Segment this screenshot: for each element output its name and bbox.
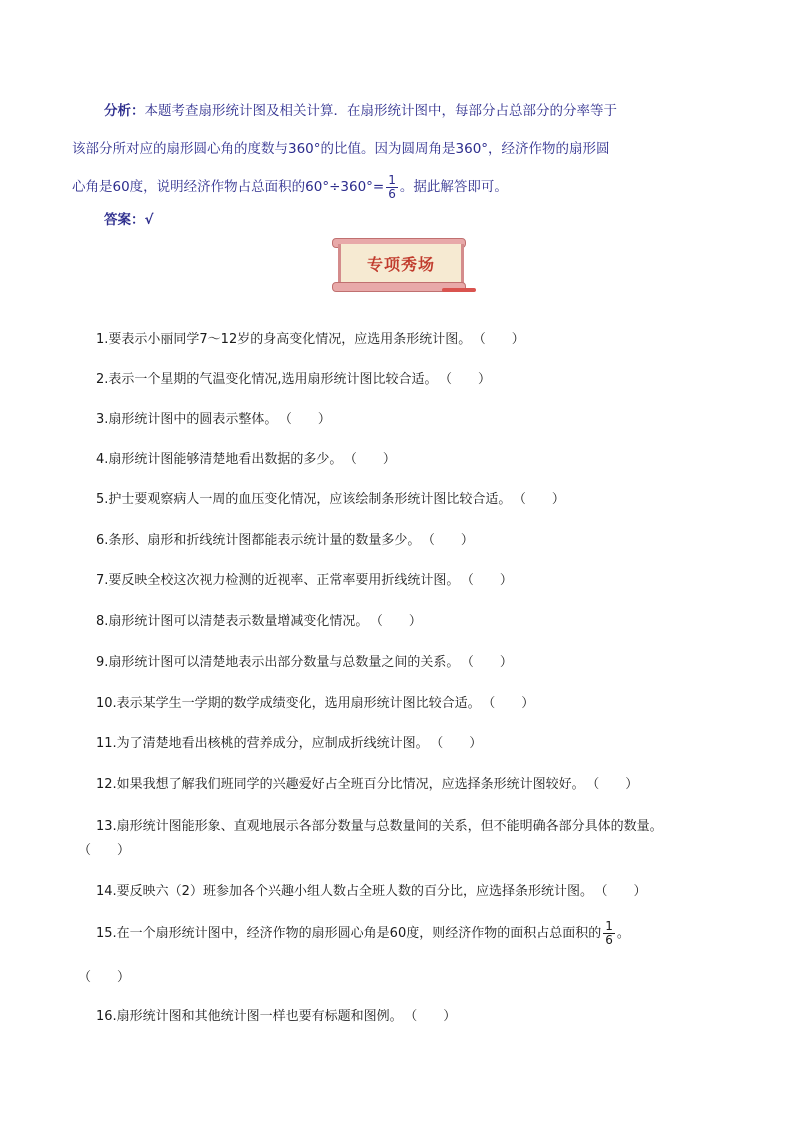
question-6: 6.条形、扇形和折线统计图都能表示统计量的数量多少。 （ ）	[96, 533, 474, 548]
answer-blank[interactable]: （ ）	[350, 452, 396, 467]
fraction-numerator: 1	[388, 172, 396, 187]
question-15-blank[interactable]: （ ）	[78, 970, 131, 985]
fraction	[603, 920, 615, 947]
question-8: 8.扇形统计图可以清楚表示数量增减变化情况。 （ ）	[96, 614, 422, 629]
answer-blank[interactable]: （ ）	[479, 332, 525, 347]
question-16: 16.扇形统计图和其他统计图一样也要有标题和图例。 （ ）	[96, 1009, 457, 1024]
question-7: 7.要反映全校这次视力检测的近视率、正常率要用折线统计图。 （ ）	[96, 573, 513, 588]
fraction-denominator: 6	[605, 933, 613, 947]
analysis-block	[72, 92, 732, 206]
question-4: 4.扇形统计图能够清楚地看出数据的多少。 （ ）	[96, 452, 396, 467]
answer-blank[interactable]: （ ）	[285, 412, 331, 427]
fraction-denominator: 6	[388, 186, 396, 201]
question-11: 11.为了清楚地看出核桃的营养成分，应制成折线统计图。 （ ）	[96, 736, 483, 751]
answer-blank[interactable]: （ ）	[410, 1009, 457, 1024]
pencil-icon	[442, 288, 476, 292]
answer-blank[interactable]: （ ）	[445, 372, 492, 387]
question-15: 15.在一个扇形统计图中，经济作物的扇形圆心角是60度，则经济作物的面积占总面积的 $\frac{1}{6}$ 。	[96, 919, 630, 947]
fraction-numerator: 1	[605, 919, 613, 933]
answer-blank[interactable]: （ ）	[436, 736, 483, 751]
question-12: 12.如果我想了解我们班同学的兴趣爱好占全班百分比情况，应选择条形统计图较好。 （ ）	[96, 777, 639, 792]
answer-blank[interactable]: （ ）	[519, 492, 565, 507]
question-2: 2.表示一个星期的气温变化情况,选用扇形统计图比较合适。 （ ）	[96, 372, 492, 387]
analysis-text-3: 心角是60度，说明经济作物占总面积的60°÷360°=	[72, 179, 385, 195]
analysis-text-3-end: 。据此解答即可。	[399, 179, 508, 195]
analysis-line-2: 该部分所对应的扇形圆心角的度数与360°的比值。因为圆周角是360°，经济作物的扇形圆	[72, 141, 610, 157]
answer-blank[interactable]: （ ）	[592, 777, 639, 792]
analysis-text-1: 本题考查扇形统计图及相关计算．在扇形统计图中，每部分占总部分的分率等于	[144, 103, 617, 119]
answer	[104, 208, 154, 228]
question-9: 9.扇形统计图可以清楚地表示出部分数量与总数量之间的关系。 （ ）	[96, 655, 513, 670]
answer-blank[interactable]: （ ）	[376, 614, 422, 629]
analysis-line-3	[72, 168, 732, 206]
analysis-label: 分析：	[104, 103, 145, 119]
question-14: 14.要反映六（2）班参加各个兴趣小组人数占全班人数的百分比，应选择条形统计图。 （ ）	[96, 884, 647, 899]
banner-title: 专项秀场	[366, 255, 435, 274]
answer-blank[interactable]: （ ）	[600, 884, 647, 899]
fraction	[386, 174, 398, 201]
answer-value: √	[144, 212, 154, 228]
answer-blank[interactable]: （ ）	[428, 533, 474, 548]
question-5: 5.护士要观察病人一周的血压变化情况，应该绘制条形统计图比较合适。 （ ）	[96, 492, 565, 507]
section-banner	[330, 238, 466, 294]
question-1: 1.要表示小丽同学7～12岁的身高变化情况，应选用条形统计图。 （ ）	[96, 332, 525, 347]
question-10: 10.表示某学生一学期的数学成绩变化，选用扇形统计图比较合适。 （ ）	[96, 696, 535, 711]
answer-blank[interactable]: （ ）	[467, 573, 513, 588]
question-3: 3.扇形统计图中的圆表示整体。 （ ）	[96, 412, 331, 427]
question-13: 13.扇形统计图能形象、直观地展示各部分数量与总数量间的关系，但不能明确各部分具体的数量。	[96, 819, 663, 834]
analysis-line-1	[72, 92, 732, 130]
question-13-blank[interactable]: （ ）	[78, 843, 131, 858]
answer-label: 答案：	[104, 212, 145, 228]
answer-blank[interactable]: （ ）	[467, 655, 513, 670]
answer-blank[interactable]: （ ）	[488, 696, 535, 711]
